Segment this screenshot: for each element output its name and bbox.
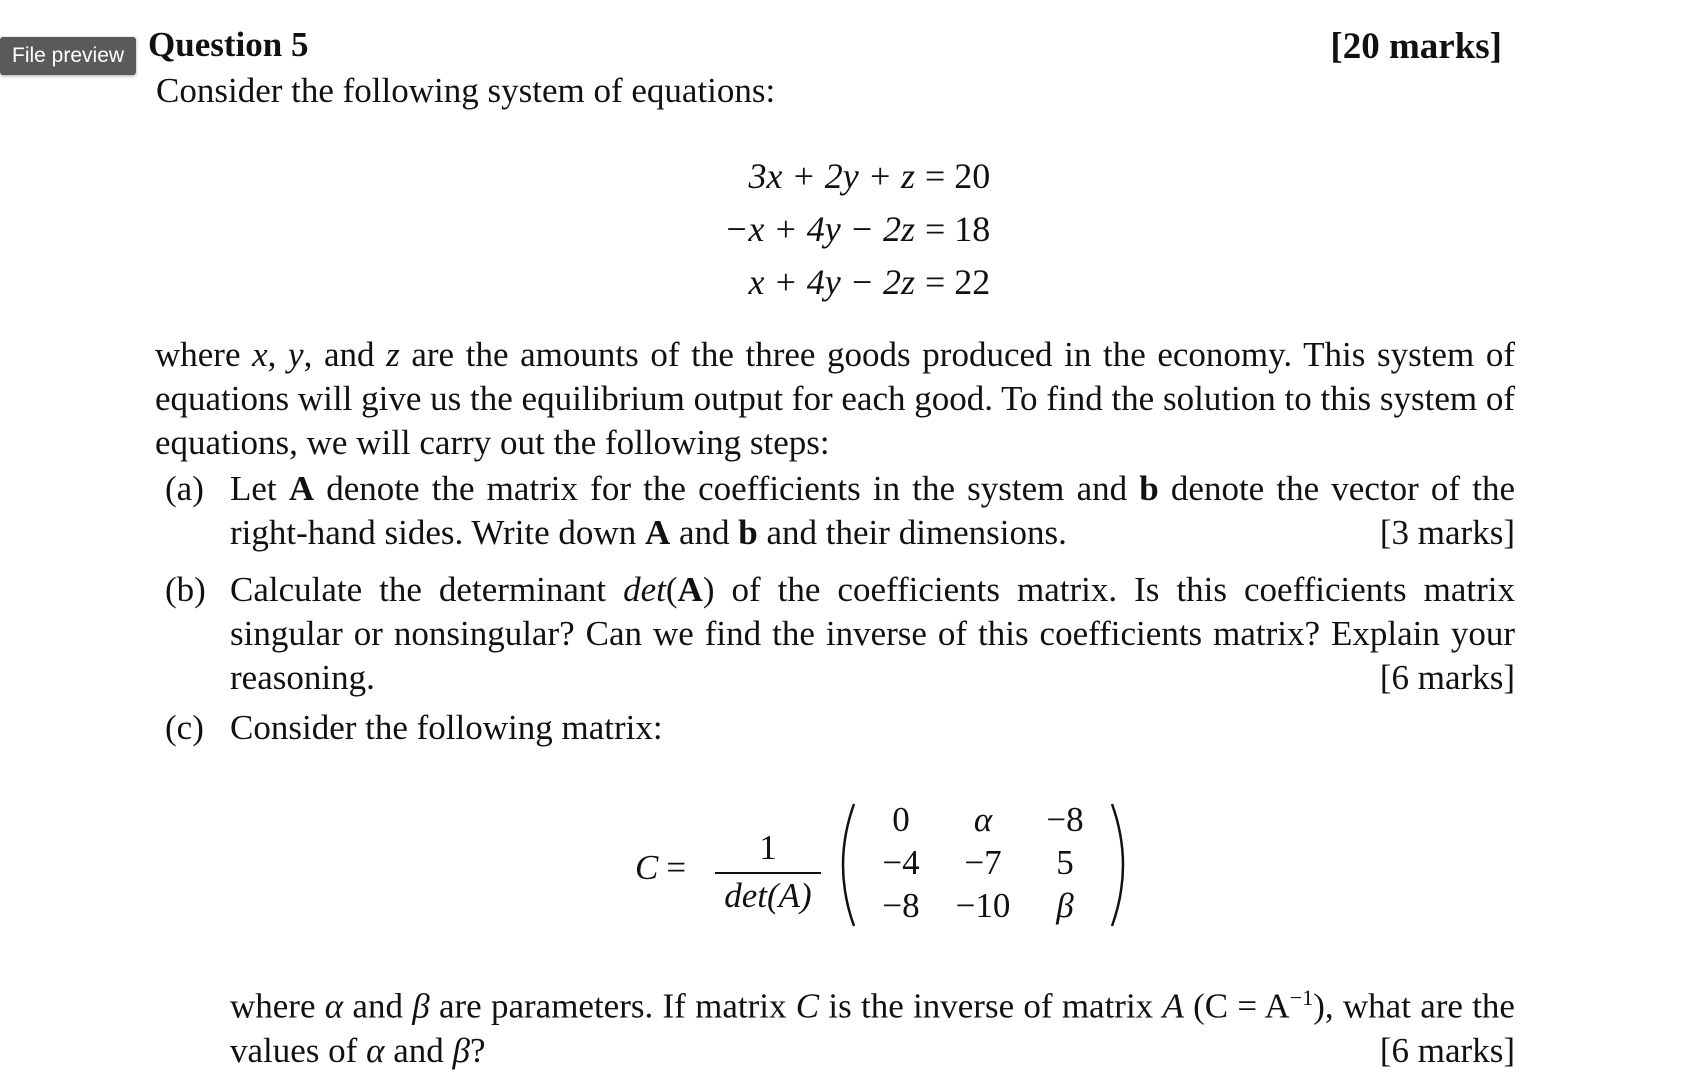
matrix-cell: 5 bbox=[1056, 843, 1074, 882]
question-marks: [20 marks] bbox=[1330, 26, 1502, 67]
matrix-row bbox=[860, 886, 1106, 929]
fraction-numerator: 1 bbox=[759, 828, 777, 867]
part-a-marks: [3 marks] bbox=[1379, 513, 1515, 552]
right-paren bbox=[1108, 800, 1138, 930]
part-b bbox=[165, 568, 1515, 700]
matrix-c-fraction bbox=[715, 828, 821, 916]
equation-rhs: = 22 bbox=[925, 262, 991, 302]
question-title: Question 5 bbox=[148, 25, 309, 64]
part-a-label: (a) bbox=[165, 469, 204, 508]
equation-lhs: 3x + 2y + z bbox=[748, 156, 915, 196]
intro-text: Consider the following system of equations: bbox=[156, 71, 776, 110]
equation-row bbox=[650, 150, 990, 203]
part-b-marks: [6 marks] bbox=[1379, 658, 1515, 697]
matrix-cell: −8 bbox=[882, 886, 920, 925]
matrix-cell: −4 bbox=[882, 843, 920, 882]
part-c-question: where α and β are parameters. If matrix C is the inverse of matrix A $(C = A^{-1})$, what are the values of α and β? [6 marks] bbox=[230, 976, 1515, 1073]
matrix-cell: −10 bbox=[955, 886, 1011, 925]
left-paren bbox=[828, 800, 858, 930]
file-preview-badge: File preview bbox=[0, 37, 136, 75]
equation-rhs: = 18 bbox=[925, 209, 991, 249]
equation-system bbox=[650, 150, 990, 309]
fraction-denominator: det(A) bbox=[724, 876, 812, 915]
part-a bbox=[165, 467, 1515, 555]
part-c bbox=[165, 706, 1515, 750]
matrix-row bbox=[860, 800, 1106, 843]
matrix-cell: −8 bbox=[1046, 800, 1084, 839]
part-c-label: (c) bbox=[165, 708, 204, 747]
equation-lhs: −x + 4y − 2z bbox=[724, 209, 915, 249]
matrix-c-grid bbox=[860, 800, 1106, 929]
equation-row bbox=[650, 256, 990, 309]
matrix-c-lhs: C = bbox=[635, 848, 687, 887]
matrix-cell: β bbox=[1056, 886, 1074, 925]
matrix-cell: α bbox=[973, 800, 993, 839]
part-c-marks: [6 marks] bbox=[1379, 1030, 1515, 1070]
equation-lhs: x + 4y − 2z bbox=[748, 262, 915, 302]
matrix-cell: −7 bbox=[964, 843, 1002, 882]
equation-rhs: = 20 bbox=[925, 156, 991, 196]
part-c-intro: Consider the following matrix: bbox=[230, 708, 663, 747]
part-a-text: Let A denote the matrix for the coefficients in the system and b denote the vector of the right-hand sides. Write down A and b and their dimensions. [3 marks] bbox=[230, 467, 1515, 555]
matrix-cell: 0 bbox=[892, 800, 910, 839]
description-paragraph: where x, y, and z are the amounts of the three goods produced in the economy. This system of equations will give us the equilibrium output for each good. To find the solution to this system of equations, we will carry out the following steps: bbox=[155, 335, 1515, 462]
matrix-row bbox=[860, 843, 1106, 886]
equation-row bbox=[650, 203, 990, 256]
part-b-text: Calculate the determinant det(A) of the coefficients matrix. Is this coefficients matrix singular or nonsingular? Can we find the inverse of this coefficients matrix? Explain your reasoning. [6 marks] bbox=[230, 568, 1515, 700]
part-b-label: (b) bbox=[165, 570, 206, 609]
